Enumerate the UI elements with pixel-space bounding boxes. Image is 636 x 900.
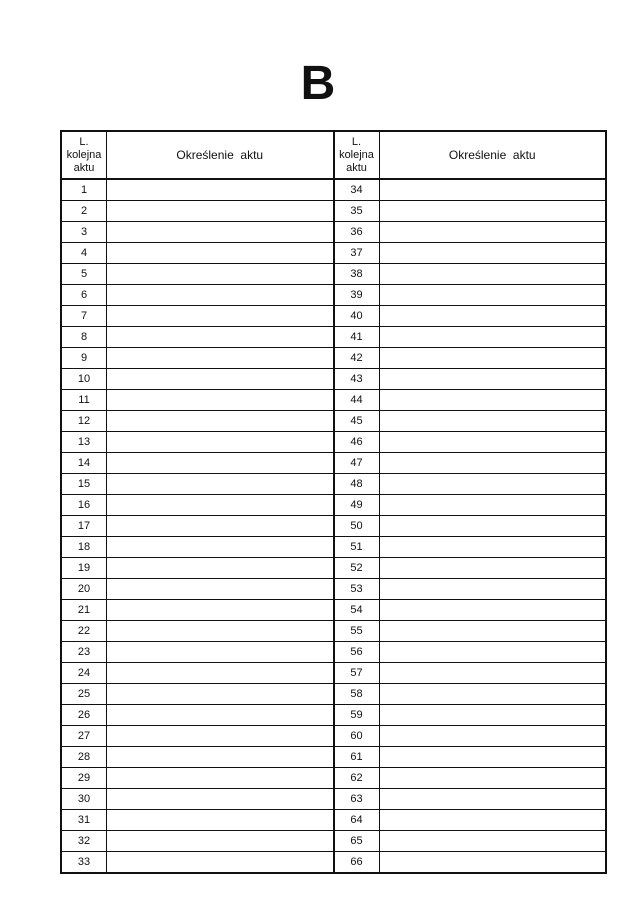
page-title: B	[300, 57, 336, 110]
table-row	[335, 558, 606, 579]
table-row	[62, 579, 333, 600]
act-number: 12	[62, 411, 107, 431]
table-row	[62, 180, 333, 201]
act-description-field[interactable]	[380, 348, 606, 368]
table-row	[335, 537, 606, 558]
table-row	[335, 621, 606, 642]
act-number: 35	[335, 201, 380, 221]
act-number: 48	[335, 474, 380, 494]
act-description-field[interactable]	[107, 411, 333, 431]
act-number: 18	[62, 537, 107, 557]
act-description-field[interactable]	[107, 264, 333, 284]
table-row	[335, 516, 606, 537]
act-description-field[interactable]	[380, 222, 606, 242]
act-number: 54	[335, 600, 380, 620]
table-row	[62, 852, 333, 872]
act-number: 1	[62, 180, 107, 200]
table-row	[335, 285, 606, 306]
act-description-field[interactable]	[380, 411, 606, 431]
table-row	[62, 810, 333, 831]
act-description-field[interactable]	[380, 747, 606, 767]
table-row	[62, 327, 333, 348]
act-number: 57	[335, 663, 380, 683]
act-number: 63	[335, 789, 380, 809]
act-number: 5	[62, 264, 107, 284]
act-description-field[interactable]	[380, 516, 606, 536]
act-description-field[interactable]	[107, 558, 333, 578]
act-number: 59	[335, 705, 380, 725]
column-header-description: Określenie aktu	[448, 148, 536, 162]
table-row	[335, 495, 606, 516]
table-row	[335, 306, 606, 327]
table-row	[335, 390, 606, 411]
table-row	[62, 558, 333, 579]
act-number: 53	[335, 579, 380, 599]
act-number: 6	[62, 285, 107, 305]
act-description-field[interactable]	[107, 600, 333, 620]
table-row	[335, 684, 606, 705]
act-description-field[interactable]	[380, 684, 606, 704]
table-row	[335, 369, 606, 390]
act-description-field[interactable]	[107, 537, 333, 557]
act-description-field[interactable]	[380, 810, 606, 830]
table-row	[335, 453, 606, 474]
act-description-field[interactable]	[107, 642, 333, 662]
table-row	[335, 831, 606, 852]
act-description-field[interactable]	[380, 432, 606, 452]
table-row	[62, 768, 333, 789]
act-description-field[interactable]	[107, 726, 333, 746]
act-description-field[interactable]	[107, 789, 333, 809]
act-description-field[interactable]	[107, 768, 333, 788]
table-row	[62, 642, 333, 663]
act-number: 34	[335, 180, 380, 200]
act-description-field[interactable]	[107, 495, 333, 515]
act-number: 33	[62, 852, 107, 872]
table-row	[335, 432, 606, 453]
table-row	[335, 327, 606, 348]
act-number: 51	[335, 537, 380, 557]
act-number: 44	[335, 390, 380, 410]
act-description-field[interactable]	[107, 474, 333, 494]
table-row	[335, 348, 606, 369]
table-row	[62, 306, 333, 327]
act-description-field[interactable]	[380, 726, 606, 746]
act-description-field[interactable]	[380, 789, 606, 809]
act-description-field[interactable]	[107, 201, 333, 221]
act-number: 55	[335, 621, 380, 641]
act-number: 45	[335, 411, 380, 431]
act-description-field[interactable]	[380, 621, 606, 641]
act-description-field[interactable]	[380, 495, 606, 515]
act-description-field[interactable]	[380, 243, 606, 263]
table-row	[335, 474, 606, 495]
act-description-field[interactable]	[107, 306, 333, 326]
act-register-table	[60, 130, 607, 874]
act-description-field[interactable]	[107, 453, 333, 473]
act-number: 31	[62, 810, 107, 830]
table-row	[335, 789, 606, 810]
act-number: 8	[62, 327, 107, 347]
act-number: 9	[62, 348, 107, 368]
act-number: 64	[335, 810, 380, 830]
act-number: 15	[62, 474, 107, 494]
act-number: 28	[62, 747, 107, 767]
act-number: 14	[62, 453, 107, 473]
table-row	[62, 348, 333, 369]
act-number: 20	[62, 579, 107, 599]
table-row	[335, 411, 606, 432]
table-row	[335, 579, 606, 600]
column-header-number: L. kolejna aktu	[62, 132, 107, 178]
act-description-field[interactable]	[107, 831, 333, 851]
act-number: 38	[335, 264, 380, 284]
header-row	[335, 132, 606, 180]
act-description-field[interactable]	[107, 327, 333, 347]
act-description-field[interactable]	[380, 474, 606, 494]
act-number: 3	[62, 222, 107, 242]
table-row	[335, 726, 606, 747]
register-right-half	[335, 132, 606, 872]
act-description-field[interactable]	[107, 705, 333, 725]
act-number: 22	[62, 621, 107, 641]
act-number: 25	[62, 684, 107, 704]
act-number: 29	[62, 768, 107, 788]
act-number: 56	[335, 642, 380, 662]
act-number: 26	[62, 705, 107, 725]
act-description-field[interactable]	[107, 684, 333, 704]
table-row	[62, 264, 333, 285]
act-number: 37	[335, 243, 380, 263]
act-number: 27	[62, 726, 107, 746]
register-left-half	[62, 132, 335, 872]
act-number: 49	[335, 495, 380, 515]
act-number: 17	[62, 516, 107, 536]
table-row	[335, 201, 606, 222]
act-number: 10	[62, 369, 107, 389]
act-description-field[interactable]	[380, 201, 606, 221]
table-row	[62, 495, 333, 516]
act-description-field[interactable]	[380, 306, 606, 326]
act-number: 46	[335, 432, 380, 452]
act-description-field[interactable]	[380, 642, 606, 662]
act-description-field[interactable]	[380, 285, 606, 305]
table-row	[62, 726, 333, 747]
act-number: 23	[62, 642, 107, 662]
act-number: 39	[335, 285, 380, 305]
table-row	[62, 222, 333, 243]
act-number: 2	[62, 201, 107, 221]
table-row	[62, 831, 333, 852]
act-description-field[interactable]	[380, 537, 606, 557]
table-row	[62, 390, 333, 411]
table-row	[62, 537, 333, 558]
act-description-field[interactable]	[380, 600, 606, 620]
act-number: 30	[62, 789, 107, 809]
table-row	[62, 684, 333, 705]
act-number: 4	[62, 243, 107, 263]
act-number: 40	[335, 306, 380, 326]
table-row	[335, 264, 606, 285]
table-row	[335, 705, 606, 726]
table-row	[335, 747, 606, 768]
table-row	[62, 411, 333, 432]
table-row	[62, 600, 333, 621]
table-row	[62, 201, 333, 222]
act-description-field[interactable]	[380, 369, 606, 389]
act-number: 66	[335, 852, 380, 872]
rows-right	[335, 180, 606, 872]
table-row	[335, 663, 606, 684]
act-description-field[interactable]	[380, 390, 606, 410]
act-description-field[interactable]	[380, 180, 606, 200]
table-row	[62, 516, 333, 537]
table-row	[62, 285, 333, 306]
act-description-field[interactable]	[380, 768, 606, 788]
table-row	[62, 621, 333, 642]
table-row	[62, 453, 333, 474]
act-number: 47	[335, 453, 380, 473]
act-description-field[interactable]	[107, 852, 333, 872]
act-number: 32	[62, 831, 107, 851]
act-description-field[interactable]	[380, 705, 606, 725]
table-row	[335, 768, 606, 789]
table-row	[335, 222, 606, 243]
act-description-field[interactable]	[107, 810, 333, 830]
act-description-field[interactable]	[380, 852, 606, 872]
act-description-field[interactable]	[380, 453, 606, 473]
rows-left	[62, 180, 333, 872]
act-description-field[interactable]	[107, 348, 333, 368]
act-description-field[interactable]	[107, 180, 333, 200]
table-row	[335, 810, 606, 831]
act-number: 52	[335, 558, 380, 578]
act-number: 21	[62, 600, 107, 620]
column-header-number: L. kolejna aktu	[335, 132, 380, 178]
act-description-field[interactable]	[380, 264, 606, 284]
table-row	[335, 243, 606, 264]
act-number: 58	[335, 684, 380, 704]
table-row	[62, 663, 333, 684]
act-description-field[interactable]	[107, 243, 333, 263]
act-description-field[interactable]	[107, 747, 333, 767]
act-number: 42	[335, 348, 380, 368]
act-number: 13	[62, 432, 107, 452]
act-description-field[interactable]	[107, 222, 333, 242]
act-description-field[interactable]	[107, 621, 333, 641]
table-row	[335, 180, 606, 201]
act-description-field[interactable]	[107, 390, 333, 410]
table-row	[335, 852, 606, 872]
act-number: 36	[335, 222, 380, 242]
act-description-field[interactable]	[107, 285, 333, 305]
header-row	[62, 132, 333, 180]
act-description-field[interactable]	[380, 558, 606, 578]
act-description-field[interactable]	[380, 831, 606, 851]
table-row	[62, 789, 333, 810]
act-description-field[interactable]	[380, 327, 606, 347]
column-header-description: Określenie aktu	[176, 148, 264, 162]
act-description-field[interactable]	[107, 516, 333, 536]
act-number: 11	[62, 390, 107, 410]
act-number: 60	[335, 726, 380, 746]
act-number: 19	[62, 558, 107, 578]
table-row	[62, 369, 333, 390]
table-row	[62, 747, 333, 768]
act-description-field[interactable]	[380, 663, 606, 683]
act-number: 16	[62, 495, 107, 515]
act-number: 24	[62, 663, 107, 683]
table-row	[62, 243, 333, 264]
table-row	[62, 705, 333, 726]
act-description-field[interactable]	[107, 579, 333, 599]
table-row	[62, 474, 333, 495]
act-number: 50	[335, 516, 380, 536]
act-description-field[interactable]	[107, 432, 333, 452]
act-description-field[interactable]	[107, 369, 333, 389]
act-number: 65	[335, 831, 380, 851]
act-number: 41	[335, 327, 380, 347]
act-number: 62	[335, 768, 380, 788]
act-number: 7	[62, 306, 107, 326]
act-number: 43	[335, 369, 380, 389]
table-row	[335, 642, 606, 663]
table-row	[335, 600, 606, 621]
table-row	[62, 432, 333, 453]
act-description-field[interactable]	[107, 663, 333, 683]
act-number: 61	[335, 747, 380, 767]
act-description-field[interactable]	[380, 579, 606, 599]
